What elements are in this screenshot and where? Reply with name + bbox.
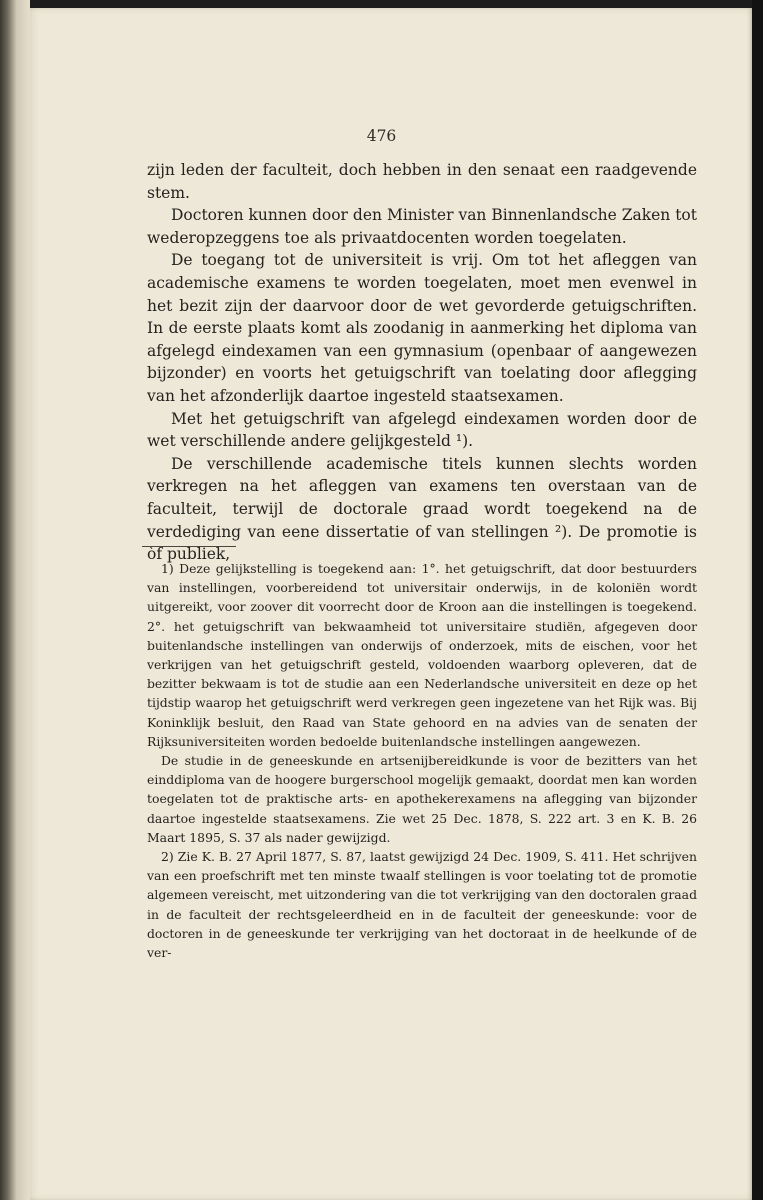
main-text-block — [147, 159, 697, 566]
page-number: 476 — [366, 127, 397, 145]
footnotes-block — [147, 559, 697, 962]
paragraph: Met het getuigschrift van afgelegd eindexamen worden door de wet verschillende andere gelijkgesteld ¹). — [147, 409, 697, 451]
paragraph: Doctoren kunnen door den Minister van Binnenlandsche Zaken tot wederopzeggens toe als privaatdocenten worden toegelaten. — [147, 206, 697, 247]
paragraph: De toegang tot de universiteit is vrij. Om tot het afleggen van academische examens te worden toegelaten, moet men evenwel in het bezit zijn der daarvoor door de wet gevorderde getuigschriften. In de eerste plaats komt als zoodanig in aanmerking het diploma van afgelegd eindexamen van een gymnasium (openbaar of aangewezen bijzonder) en voorts het getuigschrift van toelating door aflegging van het afzonderlijk daartoe ingesteld staatsexamen. — [147, 251, 697, 405]
book-binding-gutter — [0, 0, 30, 1200]
footnote-separator — [142, 546, 236, 547]
paragraph: De verschillende academische titels kunnen slechts worden verkregen na het afleggen van examens ten overstaan van de faculteit, terwijl de doctorale graad wordt toegekend na de verdediging van eene dissertatie of van stellingen ²). De promotie is òf publiek, — [147, 454, 697, 564]
footnote: 2) Zie K. B. 27 April 1877, S. 87, laatst gewijzigd 24 Dec. 1909, S. 411. Het schrijven van een proefschrift met ten minste twaalf stellingen is voor toelating tot de promotie algemeen vereischt, met uitzondering van die tot verkrijging van den doctoralen graad in de faculteit der rechtsgeleerdheid en in de faculteit der geneeskunde: voor de doctoren in de geneeskunde ter verkrijging van het doctoraat in de heelkunde of de ver- — [147, 849, 697, 961]
page-edge-shadow — [752, 0, 763, 1200]
footnote: 1) Deze gelijkstelling is toegekend aan: 1°. het getuigschrift, dat door bestuurders van instellingen, voorbereidend tot universitair onderwijs, in de koloniën wordt uitgereikt, voor zoover dit voorrecht door de Kroon aan die instellingen is toegekend. 2°. het getuigschrift van bekwaamheid tot universitaire studiën, afgegeven door buitenlandsche instellingen van onderwijs of onderzoek, mits de eischen, voor het verkrijgen van het getuigschrift gesteld, voldoenden waarborg opleveren, dat de bezitter bekwaam is tot de studie aan een Nederlandsche universiteit en deze op het tijdstip waarop het getuigschrift werd verkregen geen ingezetene van het Rijk was. Bij Koninklijk besluit, den Raad van State gehoord en na advies van de senaten der Rijksuniversiteiten worden bedoelde buitenlandsche instellingen aangewezen. — [147, 561, 697, 749]
paragraph: zijn leden der faculteit, doch hebben in den senaat een raadgevende stem. — [147, 161, 697, 202]
footnote: De studie in de geneeskunde en artsenijbereidkunde is voor de bezitters van het einddiploma van de hoogere burgerschool mogelijk gemaakt, doordat men kan worden toegelaten tot de praktische arts- en apothekerexamens na aflegging van bijzonder daartoe ingestelde staatsexamens. Zie wet 25 Dec. 1878, S. 222 art. 3 en K. B. 26 Maart 1895, S. 37 als nader gewijzigd. — [147, 753, 697, 845]
